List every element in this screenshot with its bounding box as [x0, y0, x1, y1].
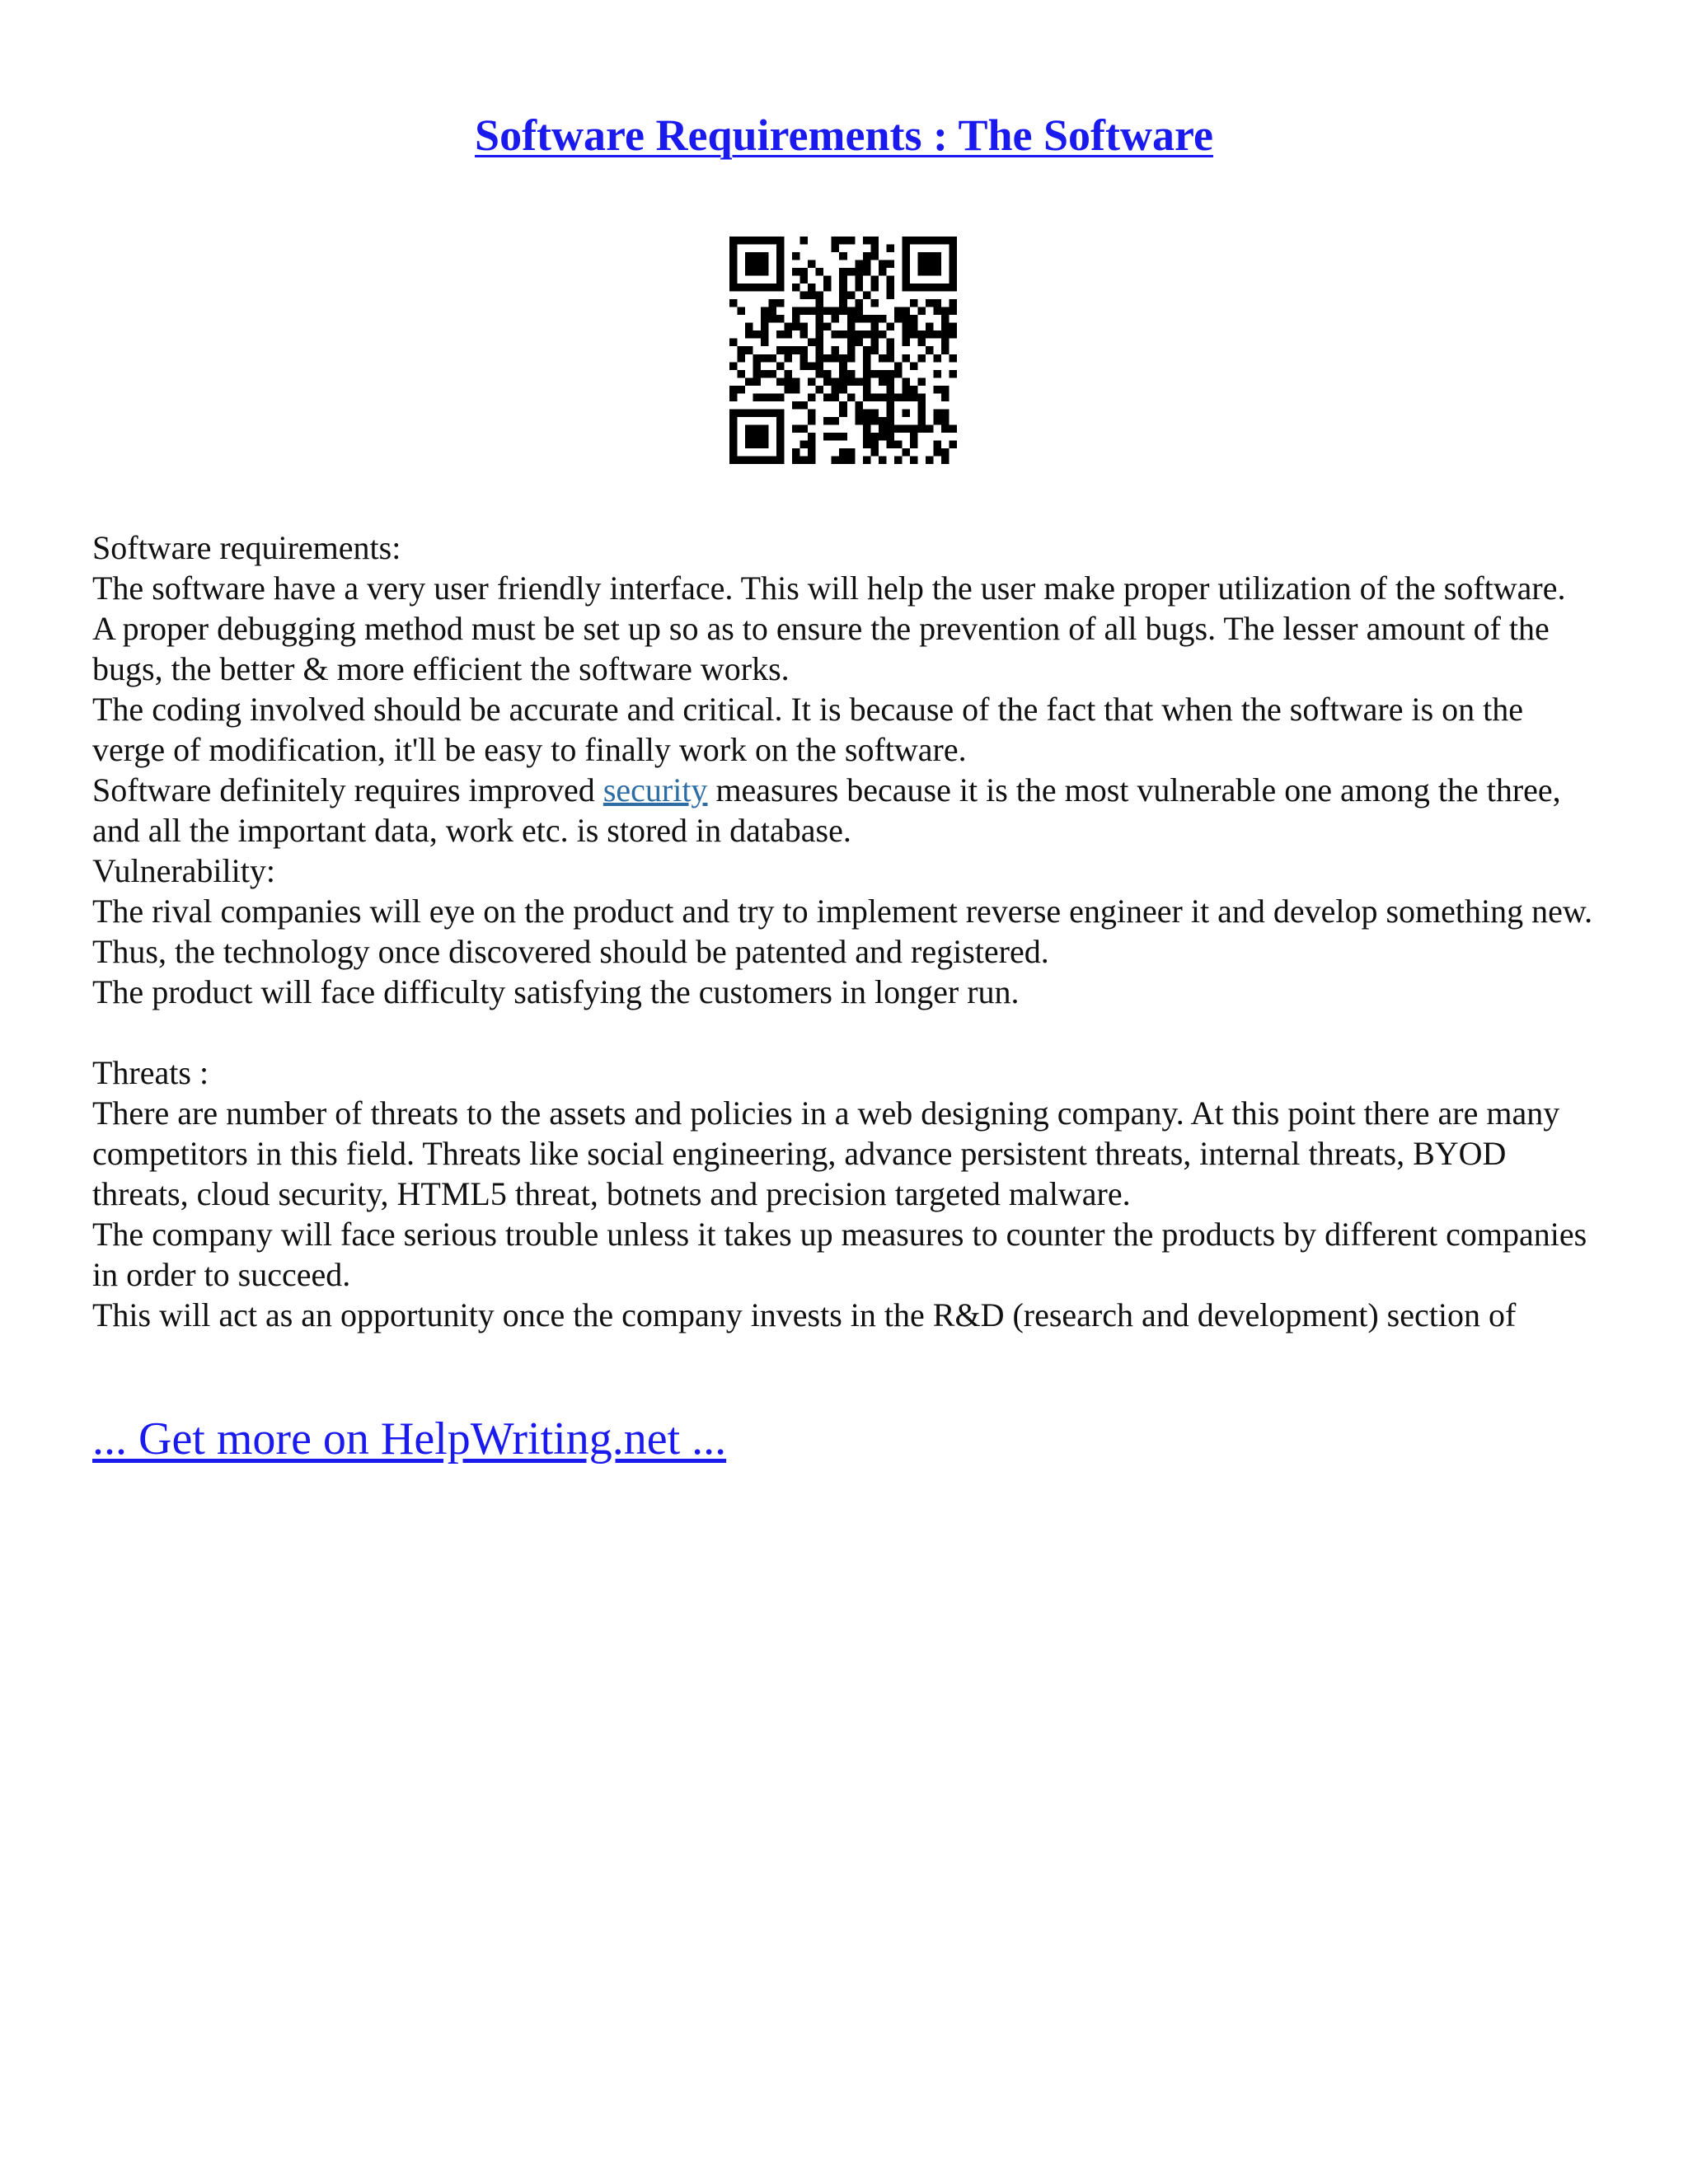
paragraph: Software requirements:	[92, 529, 401, 566]
body-text	[92, 527, 1601, 1335]
qr-code-image	[729, 237, 957, 464]
paragraph: The rival companies will eye on the product and try to implement reverse engineer it and develop something new. Thus, the technology once discovered should be patented and registered.	[92, 893, 1593, 970]
paragraph: There are number of threats to the assets and policies in a web designing company. At this point there are many competitors in this field. Threats like social engineering, advance persistent threats, internal threats, BYOD threats, cloud security, HTML5 threat, botnets and precision targeted malware.	[92, 1094, 1560, 1212]
page-title	[0, 109, 1688, 162]
paragraph: This will act as an opportunity once the company invests in the R&D (research and development) section of	[92, 1296, 1517, 1333]
paragraph	[92, 770, 1601, 851]
title-link[interactable]: Software Requirements : The Software	[475, 110, 1213, 160]
paragraph: The product will face difficulty satisfying the customers in longer run.	[92, 973, 1020, 1010]
section-heading: Vulnerability:	[92, 852, 275, 889]
more-link-container	[92, 1412, 726, 1467]
paragraph: A proper debugging method must be set up so as to ensure the prevention of all bugs. The lesser amount of the bugs, the better & more efficient the software works.	[92, 610, 1550, 687]
blank-line	[92, 1012, 1601, 1052]
section-heading: Threats :	[92, 1054, 209, 1091]
paragraph: The software have a very user friendly interface. This will help the user make proper utilization of the software.	[92, 569, 1566, 607]
paragraph: The coding involved should be accurate and critical. It is because of the fact that when the software is on the verge of modification, it'll be easy to finally work on the software.	[92, 691, 1524, 768]
security-link[interactable]: security	[603, 771, 708, 808]
paragraph-text: measures because it is the most vulnerable one among the three, and all the important data, work etc. is stored in database.	[92, 771, 1561, 849]
paragraph-text: Software definitely requires improved	[92, 771, 603, 808]
get-more-link[interactable]: ... Get more on HelpWriting.net ...	[92, 1413, 727, 1465]
paragraph: The company will face serious trouble unless it takes up measures to counter the products by different companies in order to succeed.	[92, 1216, 1587, 1293]
